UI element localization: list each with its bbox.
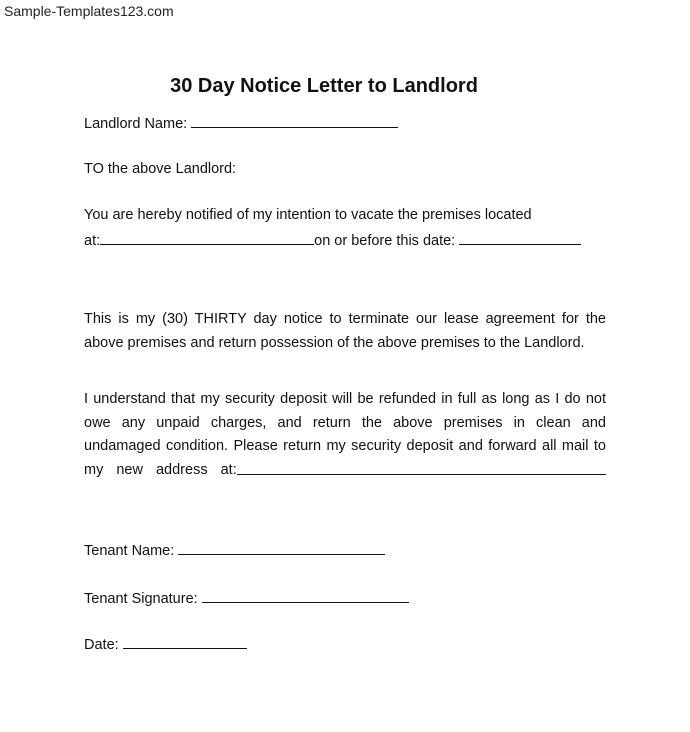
tenant-signature-field[interactable] (202, 589, 409, 603)
tenant-signature-row (84, 589, 409, 607)
paragraph-deposit (84, 388, 606, 482)
paragraph-notice-line-2: above premises and return possession of the above premises to the Landlord. (84, 334, 585, 351)
tenant-name-field[interactable] (178, 541, 385, 555)
new-address-label: my new address at: (84, 461, 237, 478)
paragraph-deposit-line-2: owe any unpaid charges, and return the above premises in clean and (84, 414, 606, 431)
premises-address-field[interactable] (100, 231, 314, 245)
landlord-name-field[interactable] (191, 114, 398, 128)
paragraph-notice (84, 308, 606, 355)
landlord-name-row (84, 114, 398, 132)
date-field[interactable] (123, 635, 247, 649)
vacate-date-label: on or before this date: (314, 233, 456, 249)
paragraph-deposit-line-1: I understand that my security deposit will be refunded in full as long as I do not (84, 391, 606, 407)
tenant-signature-label: Tenant Signature: (84, 591, 198, 607)
paragraph-notice-line-1: This is my (30) THIRTY day notice to terminate our lease agreement for the (84, 311, 606, 327)
date-row (84, 635, 247, 653)
notice-line-1: You are hereby notified of my intention to vacate the premises located (84, 207, 532, 223)
landlord-name-label: Landlord Name: (84, 116, 188, 132)
paragraph-deposit-line-3: undamaged condition. Please return my security deposit and forward all mail to (84, 438, 606, 454)
paragraph-deposit-line-4 (84, 459, 606, 483)
vacate-date-field[interactable] (459, 231, 581, 245)
new-address-field[interactable] (237, 459, 606, 475)
page-title: 30 Day Notice Letter to Landlord (170, 75, 478, 97)
tenant-name-label: Tenant Name: (84, 543, 175, 559)
tenant-name-row (84, 541, 385, 559)
premises-at-label: at: (84, 233, 101, 249)
salutation: TO the above Landlord: (84, 161, 237, 177)
date-label: Date: (84, 637, 119, 653)
watermark: Sample-Templates123.com (4, 3, 174, 19)
notice-line-2 (84, 231, 581, 249)
